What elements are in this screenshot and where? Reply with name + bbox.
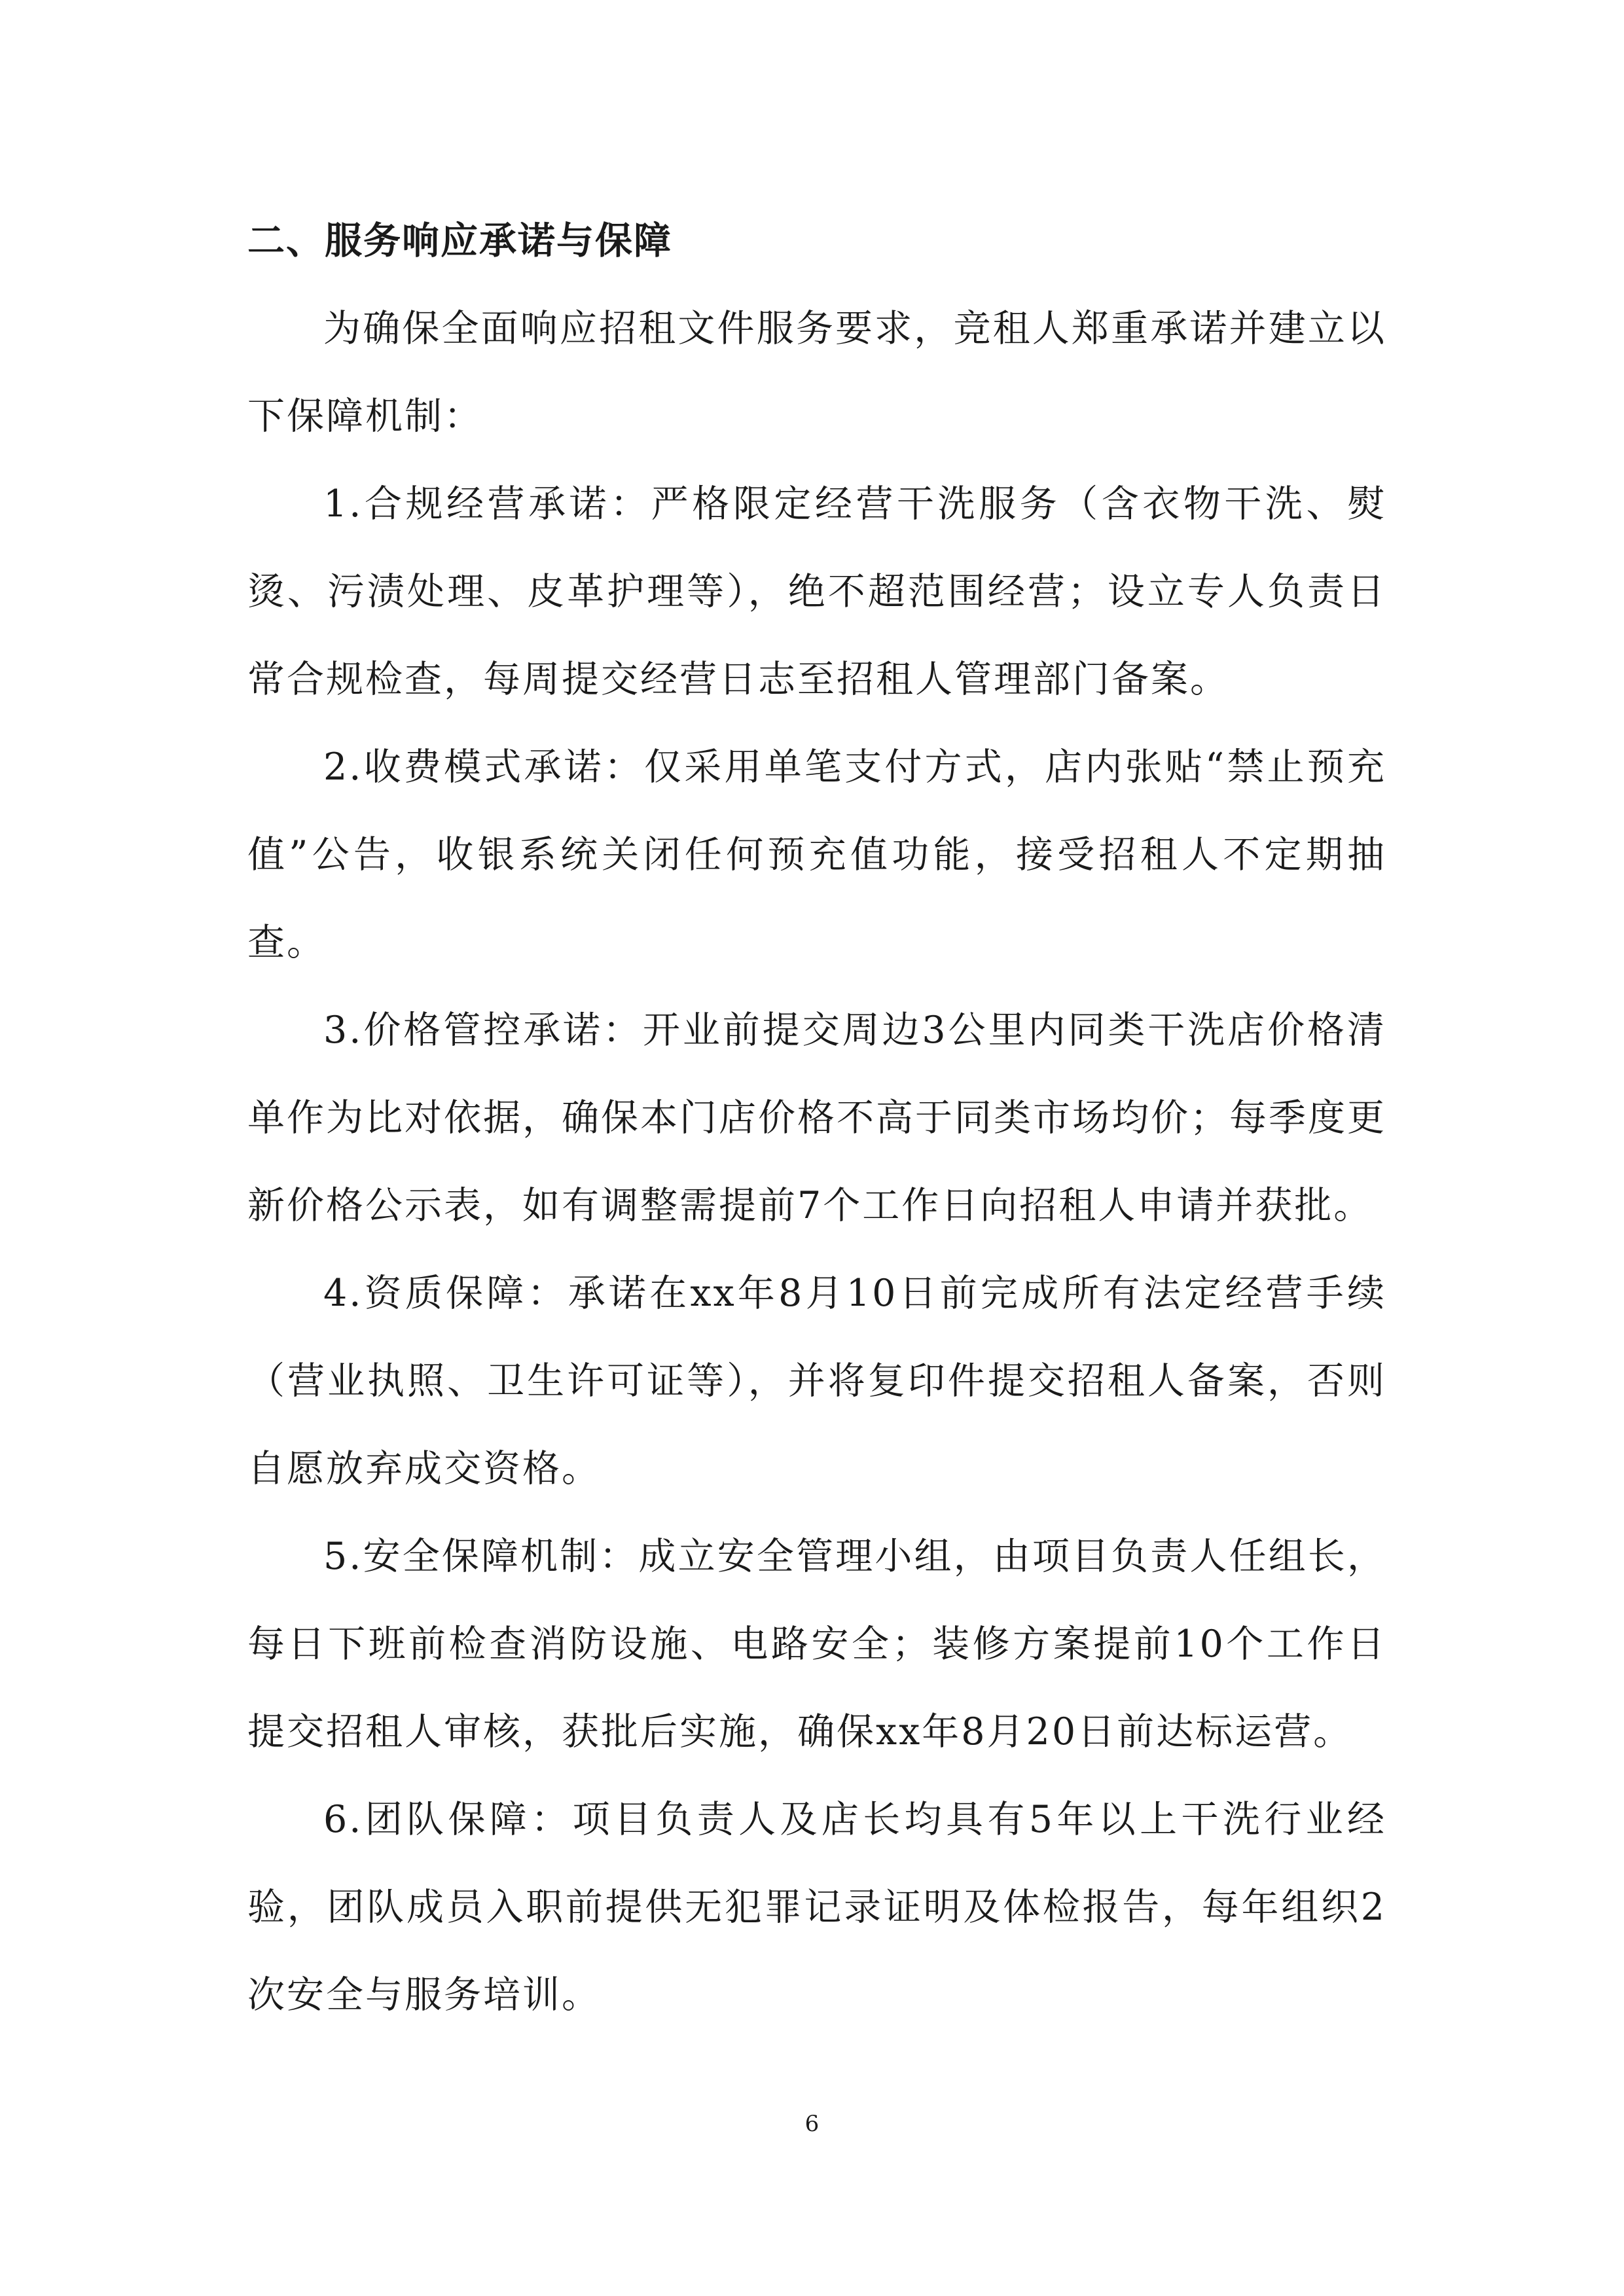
- price-control-commitment-paragraph: 3.价格管控承诺：开业前提交周边3公里内同类干洗店价格清单作为比对依据，确保本门店价格不高于同类市场均价；每季度更新价格公示表，如有调整需提前7个工作日向招租人申请并获批。: [247, 1009, 1386, 1227]
- section-heading: 二、服务响应承诺与保障: [247, 219, 672, 262]
- intro-paragraph: 为确保全面响应招租文件服务要求，竞租人郑重承诺并建立以下保障机制：: [247, 307, 1386, 438]
- team-guarantee-paragraph: 6.团队保障：项目负责人及店长均具有5年以上干洗行业经验，团队成员入职前提供无犯罪记录证明及体检报告，每年组织2次安全与服务培训。: [247, 1798, 1386, 2017]
- fee-model-commitment-paragraph: 2.收费模式承诺：仅采用单笔支付方式，店内张贴“禁止预充值”公告，收银系统关闭任何预充值功能，接受招租人不定期抽查。: [247, 745, 1386, 964]
- compliance-commitment-paragraph: 1.合规经营承诺：严格限定经营干洗服务（含衣物干洗、熨烫、污渍处理、皮革护理等），绝不超范围经营；设立专人负责日常合规检查，每周提交经营日志至招租人管理部门备案。: [247, 482, 1386, 701]
- page-number: 6: [804, 2111, 820, 2137]
- qualification-guarantee-paragraph: 4.资质保障：承诺在xx年8月10日前完成所有法定经营手续（营业执照、卫生许可证等），并将复印件提交招租人备案，否则自愿放弃成交资格。: [247, 1272, 1386, 1490]
- safety-mechanism-paragraph: 5.安全保障机制：成立安全管理小组，由项目负责人任组长，每日下班前检查消防设施、电路安全；装修方案提前10个工作日提交招租人审核，获批后实施，确保xx年8月20日前达标运营。: [247, 1535, 1386, 1753]
- document-body: [247, 196, 1386, 2039]
